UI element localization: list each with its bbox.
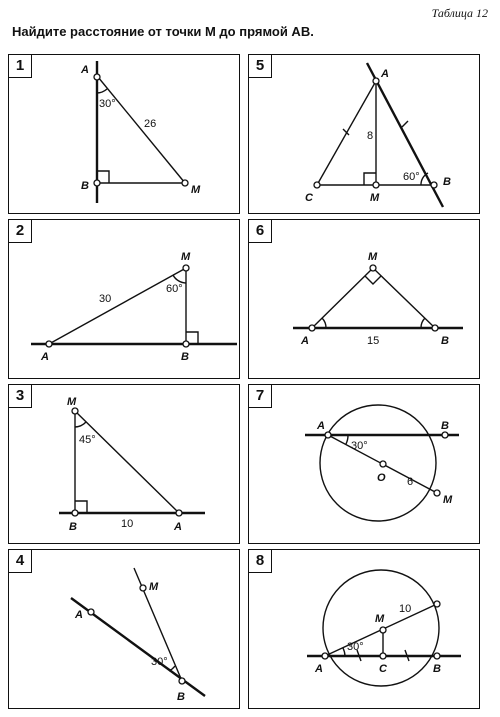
point-b	[183, 341, 189, 347]
segment-mb	[373, 268, 435, 328]
label-angle: 60°	[166, 283, 183, 295]
label-angle: 45°	[79, 434, 96, 446]
point-a	[325, 432, 331, 438]
instruction: Найдите расстояние от точки M до прямой AB.	[12, 24, 314, 39]
point-a	[88, 609, 94, 615]
label-m: M	[191, 184, 201, 196]
point-a	[322, 653, 328, 659]
problem-cell-1	[8, 54, 240, 214]
angle-arc	[343, 648, 345, 656]
label-b: B	[69, 521, 77, 533]
label-m: M	[181, 251, 191, 263]
problem-cell-4	[8, 549, 240, 709]
label-a: A	[301, 335, 309, 347]
label-a: A	[174, 521, 182, 533]
segment-am	[98, 77, 185, 183]
point-c	[314, 182, 320, 188]
point-b	[94, 180, 100, 186]
label-length: 10	[121, 518, 134, 530]
point-end	[434, 601, 440, 607]
diagram-4	[9, 550, 241, 710]
label-angle: 30°	[347, 641, 364, 653]
problem-number-2: 2	[9, 220, 32, 243]
point-c	[380, 653, 386, 659]
diagram-3	[9, 385, 241, 545]
diagram-6	[249, 220, 481, 380]
problem-number-3: 3	[9, 385, 32, 408]
label-b: B	[181, 351, 189, 363]
problem-cell-8	[248, 549, 480, 709]
label-a: A	[317, 420, 325, 432]
label-length: 10	[399, 603, 412, 615]
angle-arc	[346, 435, 348, 444]
label-length: 8	[367, 130, 374, 142]
point-a	[94, 74, 100, 80]
tick-mark-ab	[402, 121, 408, 127]
label-a: A	[81, 64, 89, 76]
diagram-7	[249, 385, 481, 545]
label-angle: 30°	[351, 440, 368, 452]
label-m: M	[370, 192, 380, 204]
label-c: C	[379, 663, 387, 675]
point-b	[72, 510, 78, 516]
label-a: A	[381, 68, 389, 80]
problem-cell-6	[248, 219, 480, 379]
problem-cell-2	[8, 219, 240, 379]
point-m	[140, 585, 146, 591]
point-m	[72, 408, 78, 414]
segment-am	[49, 268, 186, 344]
circle	[320, 405, 436, 521]
label-b: B	[177, 691, 185, 703]
label-a: A	[315, 663, 323, 675]
problem-number-5: 5	[249, 55, 272, 78]
segment-ma	[75, 411, 179, 513]
point-m	[434, 490, 440, 496]
point-m	[380, 627, 386, 633]
problem-cell-5	[248, 54, 480, 214]
point-a	[46, 341, 52, 347]
angle-arc	[75, 422, 86, 427]
label-c: C	[305, 192, 313, 204]
table-label: Таблица 12	[431, 6, 488, 20]
angle-arc-a	[322, 318, 326, 328]
angle-arc-b	[421, 318, 425, 328]
point-m	[182, 180, 188, 186]
point-a	[309, 325, 315, 331]
point-b	[442, 432, 448, 438]
point-b	[432, 325, 438, 331]
label-b: B	[443, 176, 451, 188]
label-length: 30	[99, 293, 112, 305]
point-b	[179, 678, 185, 684]
label-m: M	[368, 251, 378, 263]
label-angle: 30°	[99, 98, 116, 110]
label-length: 6	[407, 476, 414, 488]
label-m: M	[375, 613, 385, 625]
label-angle: 60°	[403, 171, 420, 183]
point-m	[373, 182, 379, 188]
diagram-5	[249, 55, 481, 215]
point-a	[373, 78, 379, 84]
point-m	[370, 265, 376, 271]
point-b	[431, 182, 437, 188]
label-b: B	[441, 335, 449, 347]
angle-arc	[169, 666, 175, 671]
segment-am	[312, 268, 373, 328]
problem-number-1: 1	[9, 55, 32, 78]
problem-cell-7	[248, 384, 480, 544]
problem-number-7: 7	[249, 385, 272, 408]
angle-arc	[97, 89, 107, 93]
label-b: B	[81, 180, 89, 192]
label-m: M	[443, 494, 453, 506]
label-length: 15	[367, 335, 380, 347]
point-m	[183, 265, 189, 271]
right-angle-mark	[365, 276, 381, 284]
diagram-1	[9, 55, 241, 215]
problem-number-8: 8	[249, 550, 272, 573]
diagram-8	[249, 550, 481, 710]
point-a	[176, 510, 182, 516]
problem-cell-3	[8, 384, 240, 544]
label-length: 26	[144, 118, 157, 130]
problem-number-6: 6	[249, 220, 272, 243]
angle-arc	[173, 275, 186, 283]
point-b	[434, 653, 440, 659]
label-b: B	[433, 663, 441, 675]
label-m: M	[149, 581, 159, 593]
point-o	[380, 461, 386, 467]
label-a: A	[41, 351, 49, 363]
label-angle: 30°	[151, 656, 168, 668]
label-a: A	[75, 609, 83, 621]
label-m: M	[67, 396, 77, 408]
label-b: B	[441, 420, 449, 432]
problem-number-4: 4	[9, 550, 32, 573]
diagram-2	[9, 220, 241, 380]
label-o: O	[377, 472, 386, 484]
